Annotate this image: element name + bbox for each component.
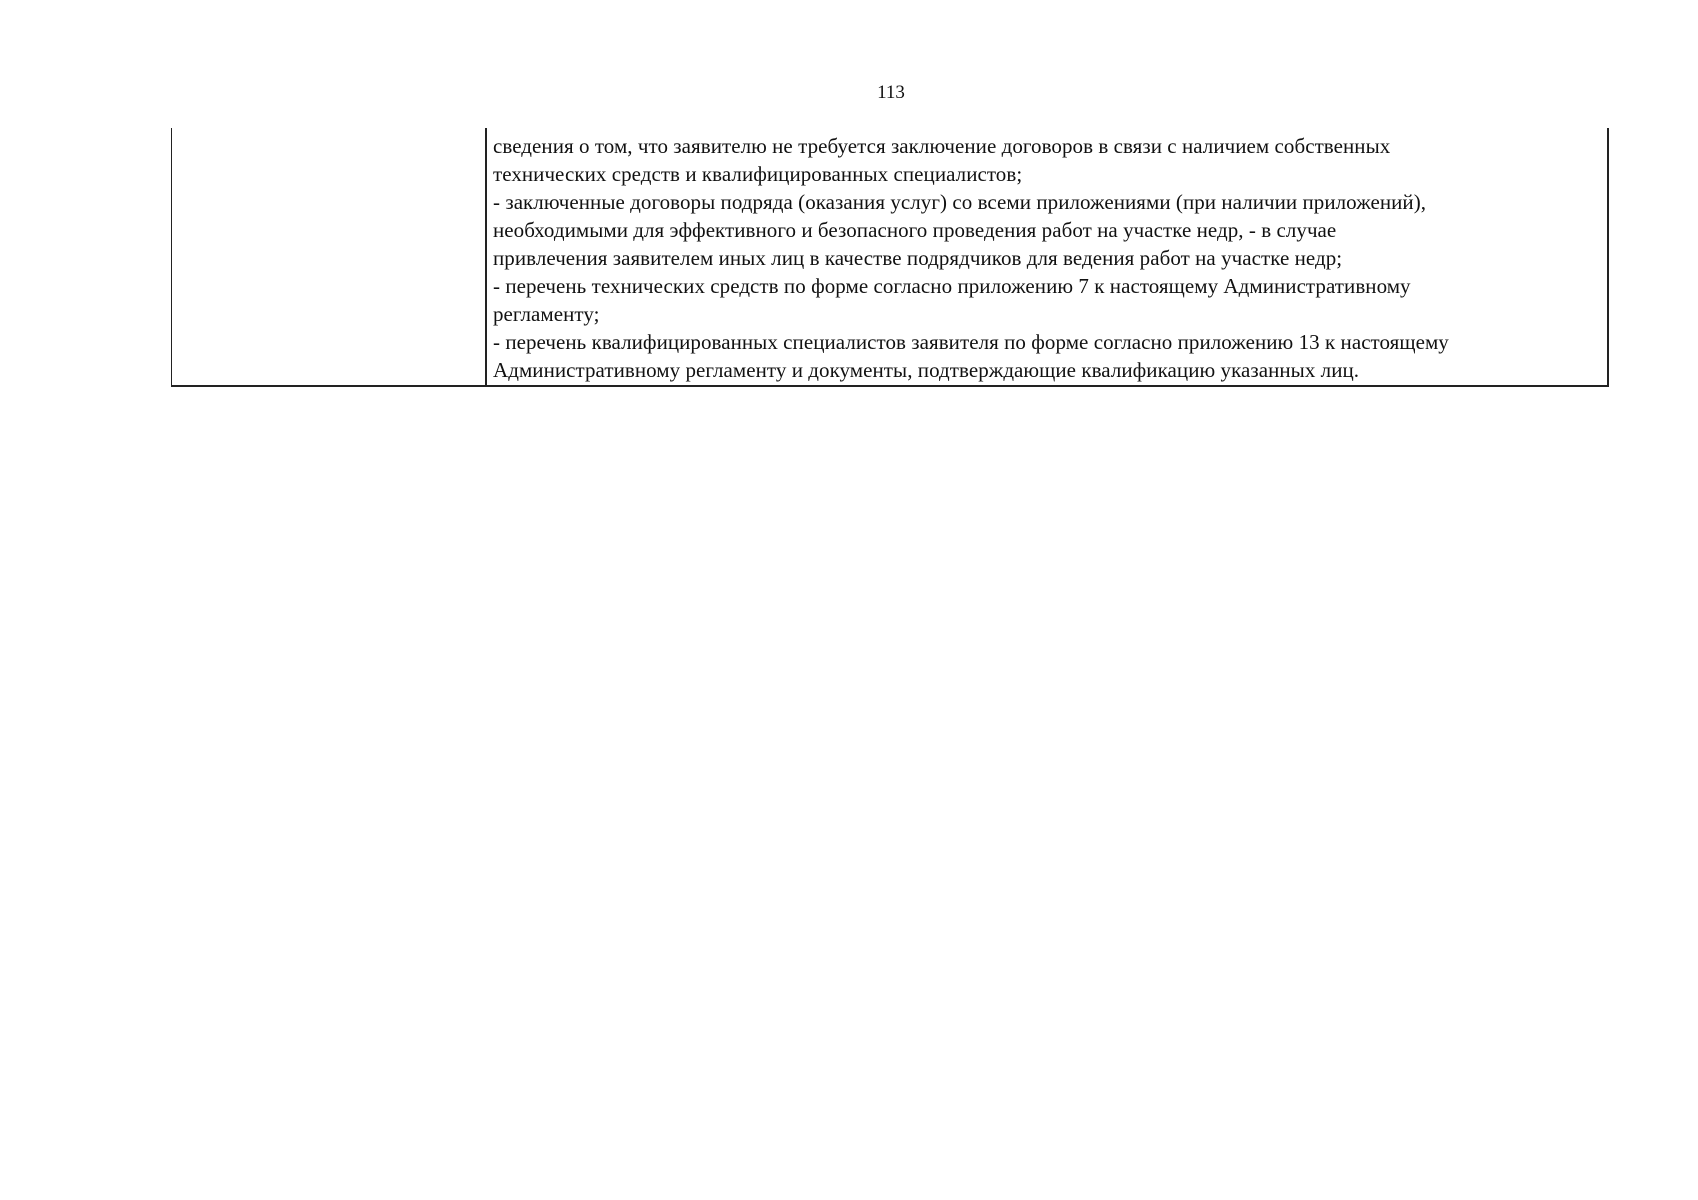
text-line: регламенту;	[493, 302, 600, 326]
text-line: Административному регламенту и документы, подтверждающие квалификацию указанных лиц.	[493, 358, 1360, 382]
text-line: - перечень квалифицированных специалистов заявителя по форме согласно приложению 13 к настоящему	[493, 330, 1449, 354]
text-line: - заключенные договоры подряда (оказания услуг) со всеми приложениями (при наличии приложений),	[493, 190, 1427, 214]
table-cell-right	[486, 128, 1608, 386]
text-line: технических средств и квалифицированных специалистов;	[493, 162, 1023, 186]
document-table	[171, 128, 1609, 387]
page-number: 113	[877, 82, 905, 103]
text-line: привлечения заявителем иных лиц в качестве подрядчиков для ведения работ на участке недр;	[493, 246, 1343, 270]
text-line: необходимыми для эффективного и безопасного проведения работ на участке недр, - в случае	[493, 218, 1337, 242]
table-cell-left	[172, 128, 487, 386]
table-row	[172, 128, 1609, 386]
text-line: сведения о том, что заявителю не требуется заключение договоров в связи с наличием собственных	[493, 134, 1391, 158]
text-line: - перечень технических средств по форме согласно приложению 7 к настоящему Административному	[493, 274, 1411, 298]
